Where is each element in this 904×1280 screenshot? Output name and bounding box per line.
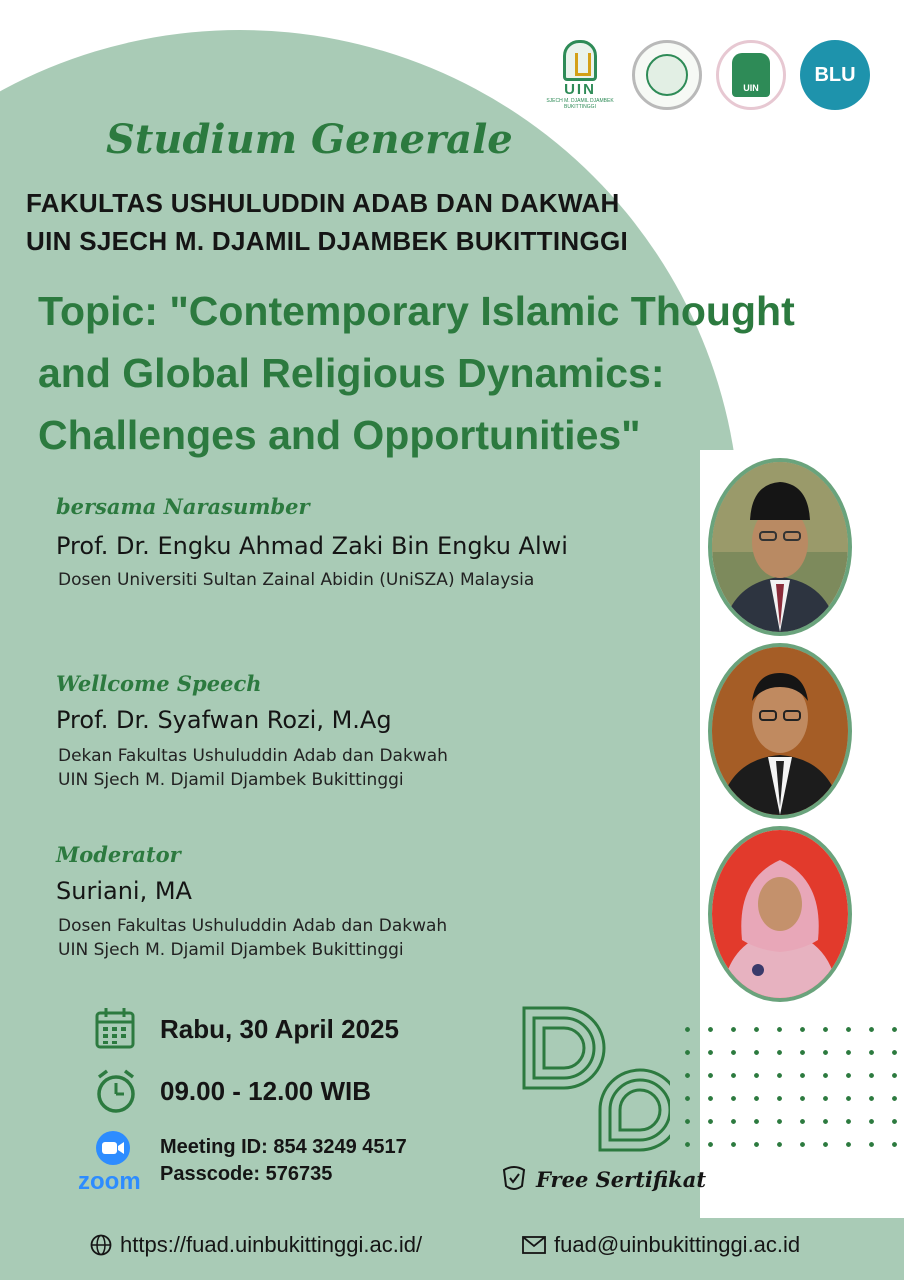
moderator-photo xyxy=(708,826,852,1002)
speaker-role: Wellcome Speech xyxy=(56,671,262,696)
speaker-description-line: UIN Sjech M. Djamil Djambek Bukittinggi xyxy=(58,770,404,790)
uin-logo xyxy=(542,40,618,110)
speaker-description xyxy=(58,744,448,792)
meeting-passcode: Passcode: 576735 xyxy=(160,1163,333,1185)
zoom-label: zoom xyxy=(78,1168,141,1195)
speaker-description xyxy=(58,914,447,962)
globe-icon xyxy=(90,1234,112,1256)
website-url[interactable]: https://fuad.uinbukittinggi.ac.id/ xyxy=(120,1232,423,1257)
mail-icon xyxy=(522,1236,546,1254)
event-title: Studium Generale xyxy=(106,116,513,163)
certificate-badge xyxy=(500,1164,706,1194)
event-date: Rabu, 30 April 2025 xyxy=(160,1014,399,1044)
dot-pattern xyxy=(676,1018,898,1148)
faculty-seal-logo xyxy=(632,40,702,110)
speaker-photo xyxy=(708,643,852,819)
certificate-label: Free Sertifikat xyxy=(536,1166,707,1192)
uin-logo-subtext: SJECH M. DJAMIL DJAMBEK BUKITTINGGI xyxy=(546,98,614,110)
email-link[interactable] xyxy=(522,1232,800,1258)
meeting-id: Meeting ID: 854 3249 4517 xyxy=(160,1136,407,1158)
event-topic: Topic: "Contemporary Islamic Thought and Global Religious Dynamics: Challenges and Opportunities" xyxy=(38,288,795,458)
uin-badge-text: UIN xyxy=(732,53,770,97)
website-link[interactable] xyxy=(90,1232,422,1258)
speaker-description-line: Dosen Fakultas Ushuluddin Adab dan Dakwah xyxy=(58,916,448,936)
blu-logo: BLU xyxy=(800,40,870,110)
speaker-role: bersama Narasumber xyxy=(56,494,310,519)
speaker-photo xyxy=(708,458,852,636)
certificate-icon xyxy=(500,1164,528,1194)
speaker-name: Prof. Dr. Engku Ahmad Zaki Bin Engku Alwi xyxy=(56,532,568,560)
seal-emblem-icon xyxy=(646,54,688,96)
email-address[interactable]: fuad@uinbukittinggi.ac.id xyxy=(554,1232,801,1257)
faculty-line-1: FAKULTAS USHULUDDIN ADAB DAN DAKWAH xyxy=(26,188,620,218)
calendar-icon xyxy=(94,1006,136,1050)
uin-mark-icon xyxy=(563,40,597,81)
event-time: 09.00 - 12.00 WIB xyxy=(160,1076,371,1106)
faculty-line-2: UIN SJECH M. DJAMIL DJAMBEK BUKITTINGGI xyxy=(26,226,629,256)
speaker-description-line: UIN Sjech M. Djamil Djambek Bukittinggi xyxy=(58,940,404,960)
speaker-description xyxy=(58,568,534,592)
speaker-name: Prof. Dr. Syafwan Rozi, M.Ag xyxy=(56,706,392,734)
speaker-description-line: Dekan Fakultas Ushuluddin Adab dan Dakwah xyxy=(58,746,448,766)
decorative-shapes xyxy=(520,1004,670,1154)
clock-icon xyxy=(94,1068,138,1114)
meeting-info xyxy=(160,1134,407,1188)
logo-row xyxy=(542,40,870,110)
speaker-name: Suriani, MA xyxy=(56,877,192,905)
uin-logo-text: UIN xyxy=(564,81,596,98)
uin-badge-logo xyxy=(716,40,786,110)
zoom-icon xyxy=(93,1130,133,1166)
speaker-role: Moderator xyxy=(56,842,181,867)
speaker-description-line: Dosen Universiti Sultan Zainal Abidin (UniSZA) Malaysia xyxy=(58,570,535,590)
faculty-heading xyxy=(26,184,628,260)
